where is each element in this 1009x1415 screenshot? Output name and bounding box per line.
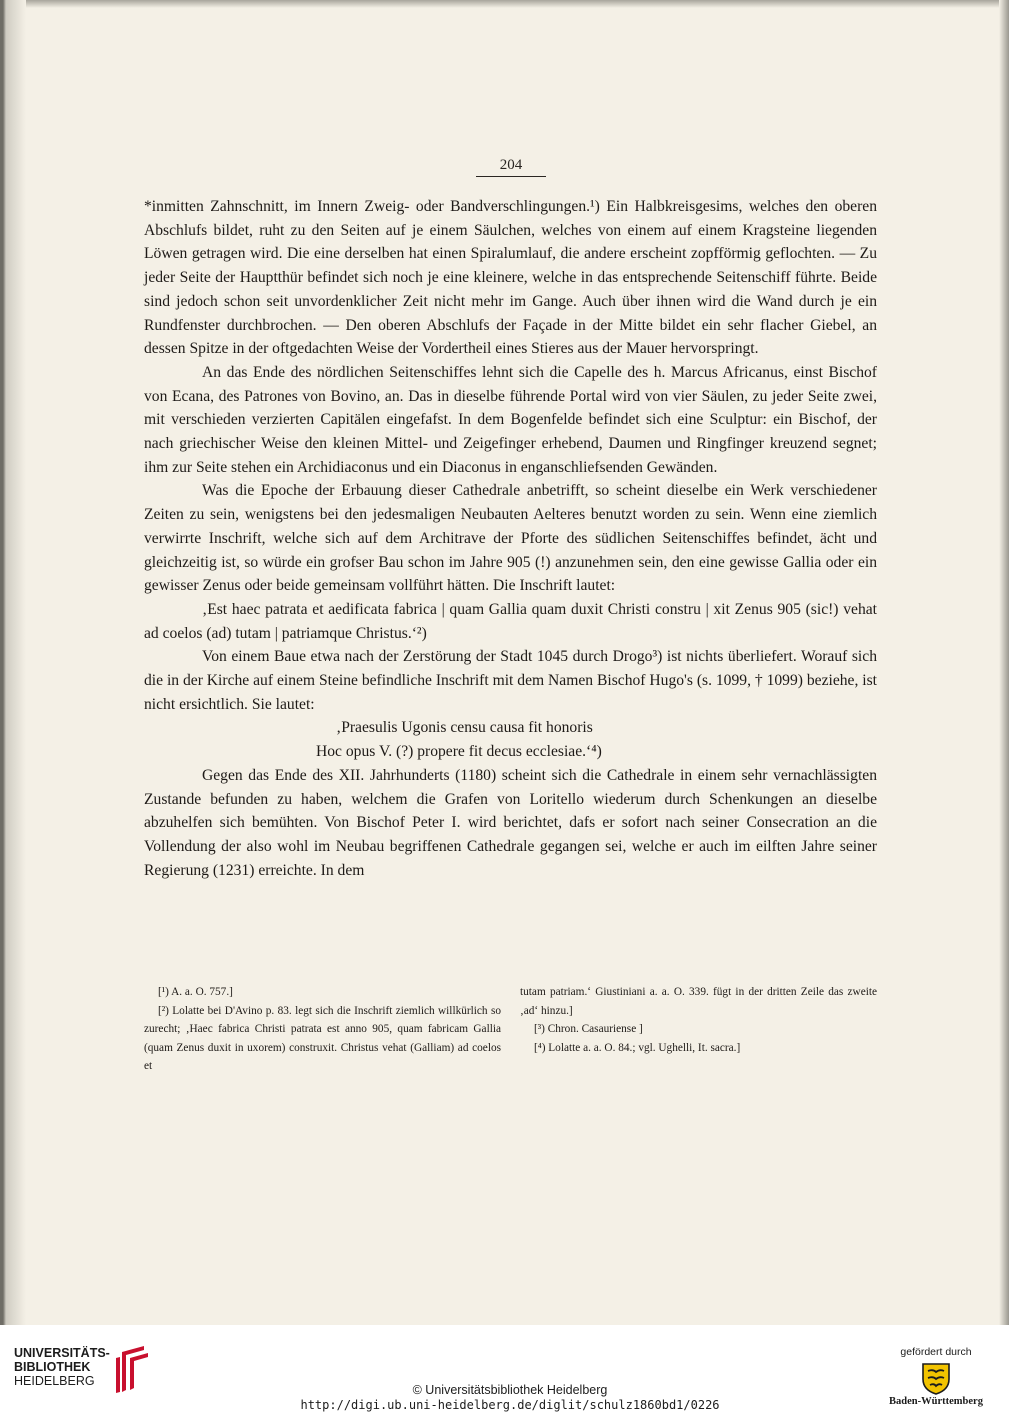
- sponsor-name: Baden-Württemberg: [889, 1396, 983, 1407]
- footnote-2-continued: tutam patriam.‘ Giustiniani a. a. O. 339. fügt in der dritten Zeile das zweite ‚ad‘ hinzu.]: [520, 986, 877, 1017]
- paragraph-1: *inmitten Zahnschnitt, im Innern Zweig- oder Bandverschlingungen.¹) Ein Halbkreisgesims, welches den oberen Abschlufs bildet, ruht zu den Seiten auf je einem Säulchen, welches von einem auf einem Kragsteine liegenden Löwen getragen wird. Die eine derselben hat einen Spiralumlauf, die andere erscheint zopfförmig geflochten. — Zu jeder Seite der Hauptthür befindet sich noch je eine kleinere, welche in das entsprechende Seitenschiff führte. Beide sind jedoch schon seit unvordenklicher Zeit nicht mehr im Gange. Auch über ihnen wird die Wand durch je ein Rundfenster durchbrochen. — Den oberen Abschlufs der Façade in der Mitte bildet ein sehr flacher Giebel, an dessen Spitze in der oftgedachten Weise der Vordertheil eines Stieres aus der Mauer hervorspringt.: [144, 198, 877, 358]
- footnotes-right-column: [520, 983, 877, 1057]
- inscription-2-line-1: ‚Praesulis Ugonis censu causa fit honoris: [336, 719, 593, 737]
- footnote-4: [⁴) Lolatte a. a. O. 84.; vgl. Ughelli, It. sacra.]: [534, 1041, 741, 1054]
- library-logo-text: UNIVERSITÄTS- BIBLIOTHEK HEIDELBERG: [14, 1346, 110, 1388]
- paragraph-4: Von einem Baue etwa nach der Zerstörung der Stadt 1045 durch Drogo³) ist nichts überliefert. Worauf sich die in der Kirche auf einem Steine befindliche Inschrift mit dem Namen Bischof Hugo's (s. 1099, † 1099) beziehe, ist nicht ersichtlich. Sie lautet:: [144, 648, 877, 713]
- paragraph-3: Was die Epoche der Erbauung dieser Cathedrale anbetrifft, so scheint dieselbe ein Werk verschiedener Zeiten zu sein, wenigstens bei den jedesmaligen Neubauten Aelteres benutzt worden zu sein. Wenn eine ziemlich verwirrte Inschrift, welche sich auf dem Architrave der Pforte des südlichen Seitenschiffes befindet, ächt und gleichzeitig ist, so würde ein grofser Bau schon im Jahre 905 (!) anzunehmen sein, den eine gewisse Gallia oder ein gewisser Zenus oder beide gemeinsam vollführt hätten. Die Inschrift lautet:: [144, 482, 877, 595]
- sponsor-label: gefördert durch: [900, 1346, 972, 1358]
- baden-wuerttemberg-coat-of-arms-icon: [920, 1361, 952, 1395]
- paragraph-2: An das Ende des nördlichen Seitenschiffes lehnt sich die Capelle des h. Marcus Africanus, einst Bischof von Ecana, des Patrones von Bovino, an. Das in dieselbe führende Portal wird von vier Säulen, zu jeder Seite zwei, mit verschieden verzierten Capitälen eingefafst. In dem Bogenfelde befindet sich eine Sculptur: ein Bischof, der nach griechischer Weise den kleinen Mittel- und Zeigefinger erhebend, Daumen und Ringfinger kreuzend segnet; ihm zur Seite stehen ein Archidiaconus und ein Diaconus in enganschliefsenden Gewänden.: [144, 363, 877, 476]
- footnotes-left-column: [144, 983, 501, 1076]
- ub-heidelberg-logo-icon: [108, 1344, 152, 1394]
- permalink-url[interactable]: http://digi.ub.uni-heidelberg.de/diglit/schulz1860bd1/0226: [300, 1398, 720, 1412]
- footnote-1: [¹) A. a. O. 757.]: [158, 986, 233, 998]
- body-text: [144, 195, 877, 882]
- inscription-1: ‚Est haec patrata et aedificata fabrica | quam Gallia quam duxit Christi constru | xit Zenus 905 (sic!) vehat ad coelos (ad) tutam | patriamque Christus.‘²): [144, 600, 877, 642]
- scan-edge-left: [0, 0, 26, 1325]
- library-logo[interactable]: [14, 1344, 164, 1394]
- page-number: 204: [476, 157, 546, 177]
- footnote-2: [²) Lolatte bei D'Avino p. 83. legt sich die Inschrift ziemlich willkürlich so zurecht; ‚Haec fabrica Christi patrata est anno 905, quam fabricam Gallia (quam Zenus duxit in uxorem) construxit. Christus vehat (Galliam) ad coelos et: [144, 1004, 501, 1073]
- inscription-2-line-2: Hoc opus V. (?) propere fit decus ecclesiae.‘⁴): [316, 743, 602, 761]
- sponsor-logo[interactable]: [876, 1346, 996, 1407]
- copyright-notice: © Universitätsbibliothek Heidelberg: [412, 1383, 608, 1397]
- paragraph-5: Gegen das Ende des XII. Jahrhunderts (1180) scheint sich die Cathedrale in einem sehr vernachlässigten Zustande befunden zu haben, welchem die Grafen von Loritello wiederum durch Schenkungen an dieselbe abzuhelfen sich bemühten. Von Bischof Peter I. wird berichtet, dafs er sofort nach seiner Consecration an die Vollendung der also wohl im Neubau begriffenen Cathedrale gegangen sei, welche er auch im eilften Jahre seiner Regierung (1231) erreichte. In dem: [144, 766, 877, 879]
- scan-edge-top: [0, 0, 1009, 8]
- footnote-3: [³) Chron. Casauriense ]: [534, 1023, 643, 1036]
- scan-edge-right: [999, 0, 1009, 1325]
